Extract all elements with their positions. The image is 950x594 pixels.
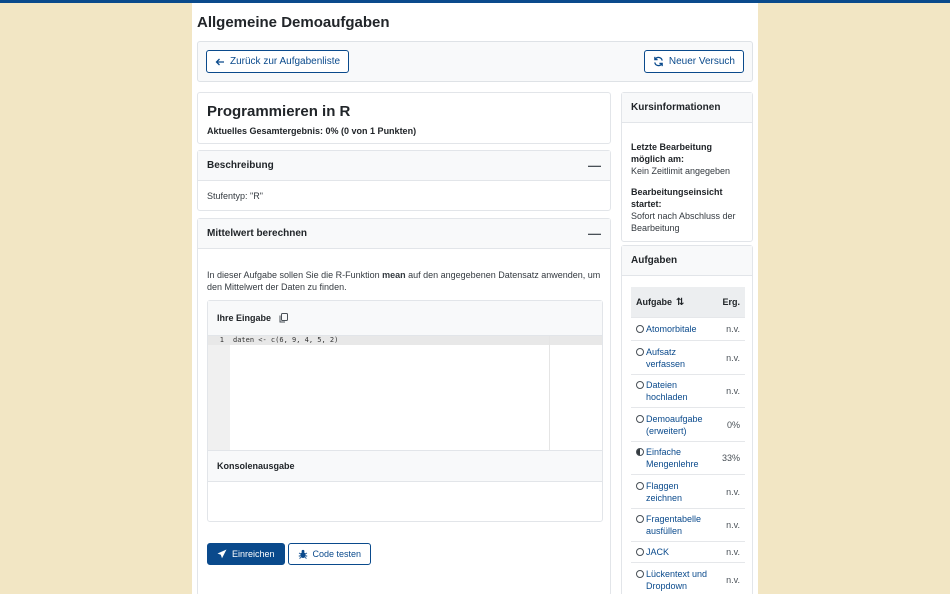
console-output-header [208,450,602,482]
task-section-header-label: Mittelwert berechnen [207,228,308,239]
task-result: 0% [726,419,740,430]
task-link[interactable]: Demoaufgabe (erweitert) [636,413,708,437]
back-button-label: Zurück zur Aufgabenliste [230,56,341,67]
sort-icon: ⇅ [676,296,685,308]
tasks-table [631,287,745,594]
column-result-label: Erg. [722,297,740,307]
task-link[interactable]: Atomorbitale [636,323,697,335]
tasks-header [622,246,752,276]
task-section-header[interactable] [198,219,610,249]
refresh-icon [653,56,664,67]
total-score: Aktuelles Gesamtergebnis: 0% (0 von 1 Punkten) [207,126,417,136]
test-code-button[interactable] [288,543,372,565]
task-section-card [197,218,611,594]
course-info-header-label: Kursinformationen [631,102,721,113]
task-row-mengenlehre[interactable] [631,441,745,474]
navigation-toolbar [197,41,753,82]
task-link[interactable]: Flaggen zeichnen [636,480,698,504]
last-edit-label: Letzte Bearbeitung möglich am: [631,142,713,164]
task-link[interactable]: Fragentabelle ausfüllen [636,513,706,537]
course-info-card [621,92,753,242]
task-link[interactable]: Lückentext und Dropdown [636,568,712,592]
arrow-left-icon [215,57,225,67]
task-row-jack[interactable] [631,541,745,562]
task-link[interactable]: Dateien hochladen [636,379,698,403]
course-info-body [622,123,752,234]
task-result: 33% [721,453,740,463]
task-result: n.v. [726,547,740,557]
course-info-header [622,93,752,123]
task-result: n.v. [726,486,740,497]
tasks-card [621,245,753,594]
task-row-demoaufgabe[interactable] [631,407,745,441]
main-page [192,3,758,594]
new-attempt-label: Neuer Versuch [668,56,735,67]
status-circle-icon [636,482,644,490]
back-to-task-list-button[interactable] [206,50,349,73]
task-instructions: In dieser Aufgabe sollen Sie die R-Funktion mean auf den angegebenen Datensatz anwenden, um den Mittelwert der Daten zu finden. [207,270,601,292]
task-actions [207,543,371,565]
description-text: Stufentyp: "R" [207,191,263,201]
column-task-label: Aufgabe [636,297,672,307]
status-circle-icon [636,415,644,423]
task-result: n.v. [726,324,740,334]
status-circle-icon [636,381,644,389]
collapse-icon[interactable]: — [588,158,601,173]
insight-label: Bearbeitungseinsicht startet: [631,187,723,209]
copy-icon[interactable] [279,313,288,323]
line-number: 1 [219,336,224,344]
paper-plane-icon [217,549,227,559]
page-title: Allgemeine Demoaufgaben [197,14,390,31]
status-circle-icon [636,548,644,556]
console-output-label: Konsolenausgabe [217,461,295,471]
bug-icon [298,549,308,559]
submit-label: Einreichen [232,549,275,559]
task-result: n.v. [726,352,740,363]
code-editor[interactable] [208,336,602,450]
status-circle-icon [636,570,644,578]
test-code-label: Code testen [312,549,362,559]
task-result: n.v. [726,574,740,585]
description-header-label: Beschreibung [207,160,274,171]
status-circle-icon [636,515,644,523]
tasks-table-header [631,287,745,317]
description-card [197,150,611,211]
task-result: n.v. [726,386,740,396]
description-header[interactable] [198,151,610,181]
task-title-card [197,92,611,144]
collapse-icon[interactable]: — [588,226,601,241]
editor-gutter [208,336,230,450]
status-circle-icon [636,348,644,356]
task-row-lueckentext[interactable] [631,562,745,594]
last-edit-value: Kein Zeitlimit angegeben [631,166,731,176]
task-row-flaggen[interactable] [631,474,745,508]
input-header-label: Ihre Eingabe [217,313,272,323]
print-margin [549,336,550,450]
sort-by-task-button[interactable] [636,297,684,308]
task-row-fragentabelle[interactable] [631,508,745,541]
submit-button[interactable] [207,543,285,565]
task-link[interactable]: Einfache Mengenlehre [636,446,698,470]
task-result: n.v. [726,520,740,530]
input-card [207,300,603,522]
input-header [208,301,602,336]
tasks-header-label: Aufgaben [631,255,678,266]
status-half-circle-icon [636,448,644,456]
insight-value: Sofort nach Abschluss der Bearbeitung [631,211,736,233]
new-attempt-button[interactable] [644,50,744,73]
code-line: daten <- c(6, 9, 4, 5, 2) [233,336,339,344]
task-row-dateien[interactable] [631,374,745,407]
task-link[interactable]: Aufsatz verfassen [636,346,698,370]
task-title: Programmieren in R [207,103,351,120]
task-row-atomorbitale[interactable] [631,317,745,340]
status-circle-icon [636,325,644,333]
task-row-aufsatz[interactable] [631,340,745,374]
task-link[interactable]: JACK [636,546,669,558]
